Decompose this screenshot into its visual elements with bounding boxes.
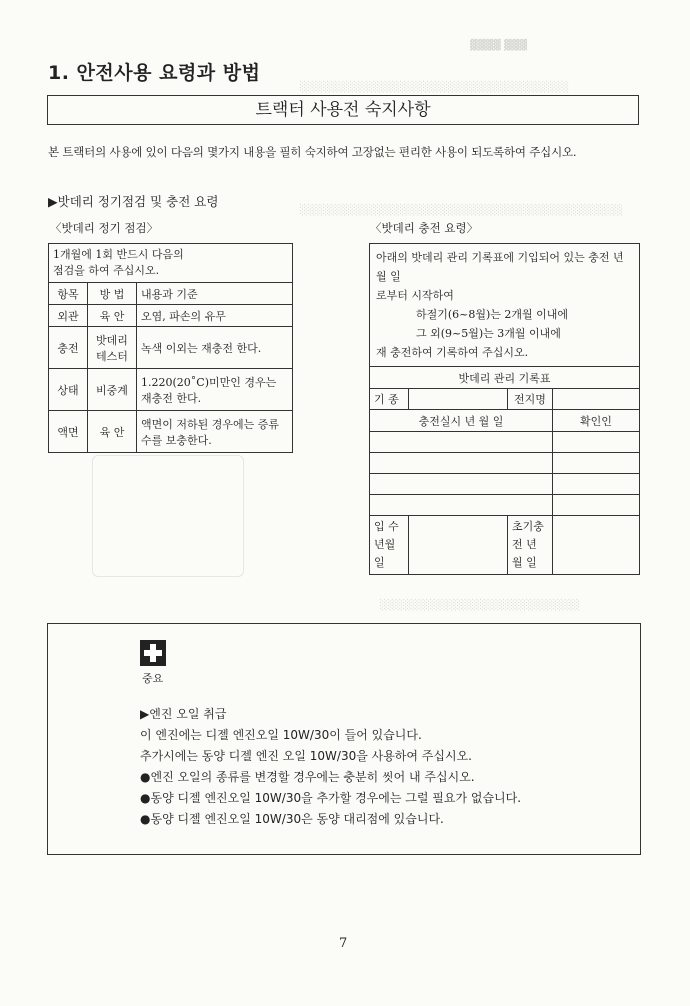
section-title-box: 트랙터 사용전 숙지사항 <box>47 95 639 125</box>
table-cell: 외관 <box>49 305 88 327</box>
model-value[interactable] <box>409 389 508 410</box>
record-row[interactable] <box>370 453 553 474</box>
engine-oil-line: 추가시에는 동양 디젤 엔진 오일 10W/30을 사용하여 주십시오. <box>140 749 472 763</box>
page-number: 7 <box>339 936 348 951</box>
record-row[interactable] <box>370 495 553 516</box>
initial-charge-label: 초기충전 년 월 일 <box>508 516 553 575</box>
engine-oil-bullet: ●동양 디젤 엔진오일 10W/30은 동양 대리점에 있습니다. <box>140 812 444 826</box>
table-cell: 액면이 저하된 경우에는 증류수를 보충한다. <box>137 411 293 453</box>
battery-name-label: 전지명 <box>508 389 553 410</box>
table-header: 내용과 기준 <box>137 283 293 305</box>
record-row[interactable] <box>553 495 640 516</box>
battery-inspection-table <box>48 243 293 453</box>
battery-charging-table <box>369 243 640 575</box>
table-cell: 상태 <box>49 369 88 411</box>
confirm-header: 확인인 <box>553 410 640 432</box>
install-date-value[interactable] <box>409 516 508 575</box>
record-row[interactable] <box>553 432 640 453</box>
battery-charging-subtitle: 〈밧데리 충전 요령〉 <box>370 221 479 235</box>
battery-section-heading: ▶밧데리 정기점검 및 충전 요령 <box>48 194 219 209</box>
install-date-label: 입 수 년월일 <box>370 516 409 575</box>
table-header: 항목 <box>49 283 88 305</box>
engine-oil-heading: ▶엔진 오일 취급 <box>140 707 227 721</box>
charging-text: 재 충전하여 기록하여 주십시오. <box>376 346 529 359</box>
record-row[interactable] <box>553 453 640 474</box>
show-through-text: ▓▓▓▓ ▓▓▓ <box>470 40 528 51</box>
table-cell: 밧데리 테스터 <box>88 327 137 369</box>
charging-text: 하절기(6~8월)는 2개월 이내에 <box>416 308 569 321</box>
table-cell: 녹색 이외는 재충전 한다. <box>137 327 293 369</box>
table-cell: 충전 <box>49 327 88 369</box>
charging-text: 로부터 시작하여 <box>376 289 454 302</box>
inspection-note <box>49 244 293 283</box>
charging-instructions <box>370 244 640 367</box>
show-through-text: ░░░░░░░░░░░░░░░░░░░░░░░░░░░░░░░░░░░ <box>300 82 570 93</box>
charging-text: 아래의 밧데리 관리 기록표에 기입되어 있는 충전 년 월 일 <box>376 251 624 283</box>
important-label: 중요 <box>142 672 164 685</box>
record-title: 밧데리 관리 기록표 <box>370 367 640 389</box>
engine-oil-bullet: ●엔진 오일의 종류를 변경할 경우에는 충분히 씻어 내 주십시오. <box>140 770 475 784</box>
show-through-text: ░░░░░░░░░░░░░░░░░░░░░░░░░░ <box>380 600 580 611</box>
show-through-illustration <box>92 455 244 577</box>
inspection-note-line: 1개월에 1회 반드시 다음의 <box>53 248 184 261</box>
intro-paragraph: 본 트랙터의 사용에 있이 다음의 몇가지 내용을 필히 숙지하여 고장없는 편리한 사용이 되도록하여 주십시오. <box>48 145 577 159</box>
charging-text: 그 외(9~5월)는 3개월 이내에 <box>416 327 561 340</box>
table-cell: 육 안 <box>88 411 137 453</box>
table-cell: 액면 <box>49 411 88 453</box>
table-cell: 육 안 <box>88 305 137 327</box>
record-row[interactable] <box>370 432 553 453</box>
inspection-note-line: 점검을 하여 주십시오. <box>53 264 160 277</box>
battery-name-value[interactable] <box>553 389 640 410</box>
show-through-text: ░░░░░░░░░░░░░░░░░░░░░░░░░░░░░░░░░░░░░░░░░░ <box>300 205 623 216</box>
initial-charge-value[interactable] <box>553 516 640 575</box>
table-header: 방 법 <box>88 283 137 305</box>
model-label: 기 종 <box>370 389 409 410</box>
engine-oil-line: 이 엔진에는 디젤 엔진오일 10W/30이 들어 있습니다. <box>140 728 422 742</box>
table-cell: 오염, 파손의 유무 <box>137 305 293 327</box>
page-heading: 1. 안전사용 요령과 방법 <box>48 62 261 84</box>
record-row[interactable] <box>553 474 640 495</box>
charge-date-header: 충전실시 년 월 일 <box>370 410 553 432</box>
table-cell: 비중계 <box>88 369 137 411</box>
engine-oil-bullet: ●동양 디젤 엔진오일 10W/30을 추가할 경우에는 그럴 필요가 없습니다. <box>140 791 522 805</box>
record-row[interactable] <box>370 474 553 495</box>
important-cross-icon <box>140 640 166 666</box>
table-cell: 1.220(20˚C)미만인 경우는 재충전 한다. <box>137 369 293 411</box>
battery-inspection-subtitle: 〈밧데리 정기 점검〉 <box>50 221 159 235</box>
